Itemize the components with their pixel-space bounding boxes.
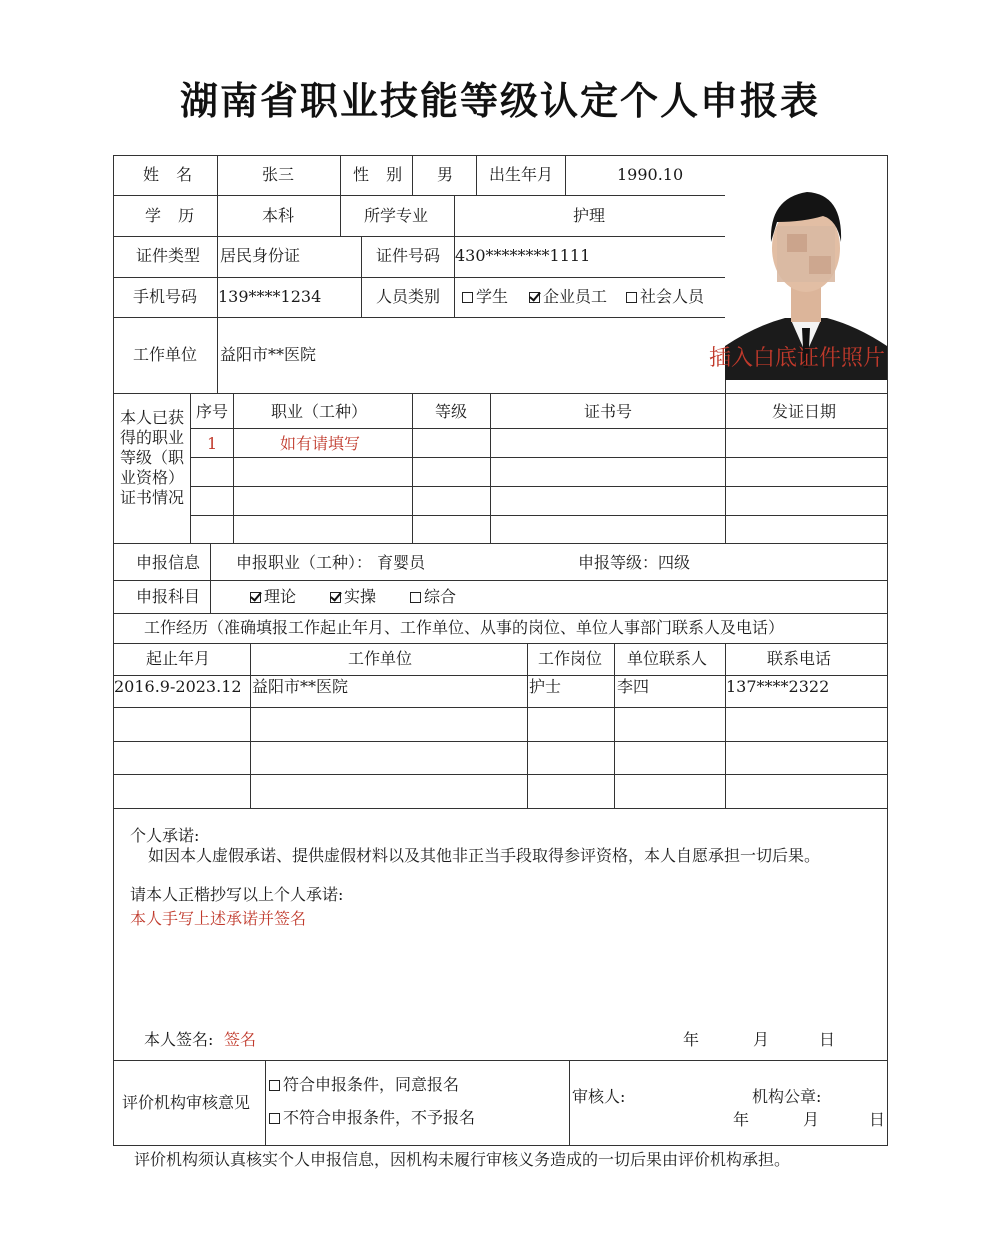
promise-text: 如因本人虚假承诺、提供虚假材料以及其他非正当手段取得参评资格，本人自愿承担一切后果。 — [148, 846, 821, 865]
checkbox-checked-icon — [250, 592, 261, 603]
sign-hint[interactable]: 签名 — [224, 1030, 257, 1049]
apply-info-label: 申报信息 — [136, 553, 201, 572]
review-label: 评价机构审核意见 — [122, 1093, 251, 1112]
phone-value[interactable]: 139****1234 — [218, 287, 322, 306]
photo-hint: 插入白底证件照片 — [709, 346, 886, 371]
gender-label: 性 别 — [353, 165, 409, 184]
idtype-label: 证件类型 — [136, 246, 201, 265]
work-header-tel: 联系电话 — [767, 649, 832, 668]
idno-value[interactable]: 430********1111 — [455, 246, 591, 265]
idno-label: 证件号码 — [376, 246, 441, 265]
review-year: 年 — [733, 1110, 750, 1129]
certs-header-certno: 证书号 — [584, 402, 633, 421]
work-header-contact: 单位联系人 — [627, 649, 708, 668]
promise-copy-label: 请本人正楷抄写以上个人承诺: — [130, 885, 344, 904]
name-label: 姓 名 — [143, 165, 199, 184]
major-label: 所学专业 — [364, 206, 429, 225]
cert-row-no[interactable]: 1 — [207, 434, 218, 453]
reviewer-label: 审核人: — [572, 1087, 626, 1106]
sign-month: 月 — [753, 1030, 770, 1049]
cert-row-job[interactable]: 如有请填写 — [280, 434, 361, 453]
work-row-period[interactable]: 2016.9-2023.12 — [114, 677, 242, 696]
birth-label: 出生年月 — [489, 165, 554, 184]
work-header-period: 起止年月 — [146, 649, 211, 668]
subject-practice[interactable]: 实操 — [330, 587, 376, 607]
name-value[interactable]: 张三 — [262, 165, 295, 184]
sign-day: 日 — [819, 1030, 836, 1049]
phone-label: 手机号码 — [133, 287, 198, 306]
subject-theory[interactable]: 理论 — [250, 587, 296, 607]
idtype-value[interactable]: 居民身份证 — [220, 246, 301, 265]
checkbox-icon — [410, 592, 421, 603]
apply-level-text[interactable]: 申报等级：四级 — [578, 553, 691, 572]
work-unit-value[interactable]: 益阳市**医院 — [220, 345, 317, 364]
promise-label: 个人承诺: — [130, 826, 200, 845]
work-row-contact[interactable]: 李四 — [617, 677, 650, 696]
promise-copy-hint[interactable]: 本人手写上述承诺并签名 — [130, 909, 307, 928]
certs-header-job: 职业（工种） — [271, 402, 368, 421]
checkbox-checked-icon — [330, 592, 341, 603]
certs-header-date: 发证日期 — [772, 402, 837, 421]
major-value[interactable]: 护理 — [573, 206, 606, 225]
work-row-tel[interactable]: 137****2322 — [726, 677, 830, 696]
certs-header-no: 序号 — [196, 402, 229, 421]
review-month: 月 — [803, 1110, 820, 1129]
gender-value[interactable]: 男 — [437, 165, 454, 184]
form-title: 湖南省职业技能等级认定个人申报表 — [179, 78, 820, 123]
edu-value[interactable]: 本科 — [262, 206, 295, 225]
category-option-employee[interactable]: 企业员工 — [529, 287, 607, 307]
seal-label: 机构公章: — [752, 1087, 822, 1106]
category-option-student[interactable]: 学生 — [462, 287, 508, 307]
work-unit-label: 工作单位 — [133, 345, 198, 364]
checkbox-icon — [269, 1080, 280, 1091]
work-header-unit: 工作单位 — [348, 649, 413, 668]
review-option-approve[interactable]: 符合申报条件，同意报名 — [269, 1075, 459, 1095]
checkbox-icon — [462, 292, 473, 303]
checkbox-checked-icon — [529, 292, 540, 303]
apply-job-text[interactable]: 申报职业（工种）： 育婴员 — [236, 553, 426, 572]
sign-year: 年 — [683, 1030, 700, 1049]
work-header-post: 工作岗位 — [538, 649, 603, 668]
checkbox-icon — [626, 292, 637, 303]
work-row-unit[interactable]: 益阳市**医院 — [252, 677, 349, 696]
checkbox-icon — [269, 1113, 280, 1124]
review-day: 日 — [869, 1110, 886, 1129]
footer-note: 评价机构须认真核实个人申报信息，因机构未履行审核义务造成的一切后果由评价机构承担。 — [134, 1150, 791, 1169]
birth-value[interactable]: 1990.10 — [617, 165, 684, 184]
apply-subject-label: 申报科目 — [136, 587, 201, 606]
category-label: 人员类别 — [376, 287, 441, 306]
review-option-reject[interactable]: 不符合申报条件，不予报名 — [269, 1108, 475, 1128]
work-row-post[interactable]: 护士 — [529, 677, 562, 696]
work-history-title: 工作经历（准确填报工作起止年月、工作单位、从事的岗位、单位人事部门联系人及电话） — [144, 618, 785, 637]
subject-comprehensive[interactable]: 综合 — [410, 587, 456, 607]
sign-label: 本人签名: — [144, 1030, 214, 1049]
edu-label: 学 历 — [145, 206, 201, 225]
certs-header-level: 等级 — [435, 402, 468, 421]
certs-side-label: 本人已获得的职业等级（职业资格）证书情况 — [119, 408, 184, 507]
category-option-social[interactable]: 社会人员 — [626, 287, 704, 307]
